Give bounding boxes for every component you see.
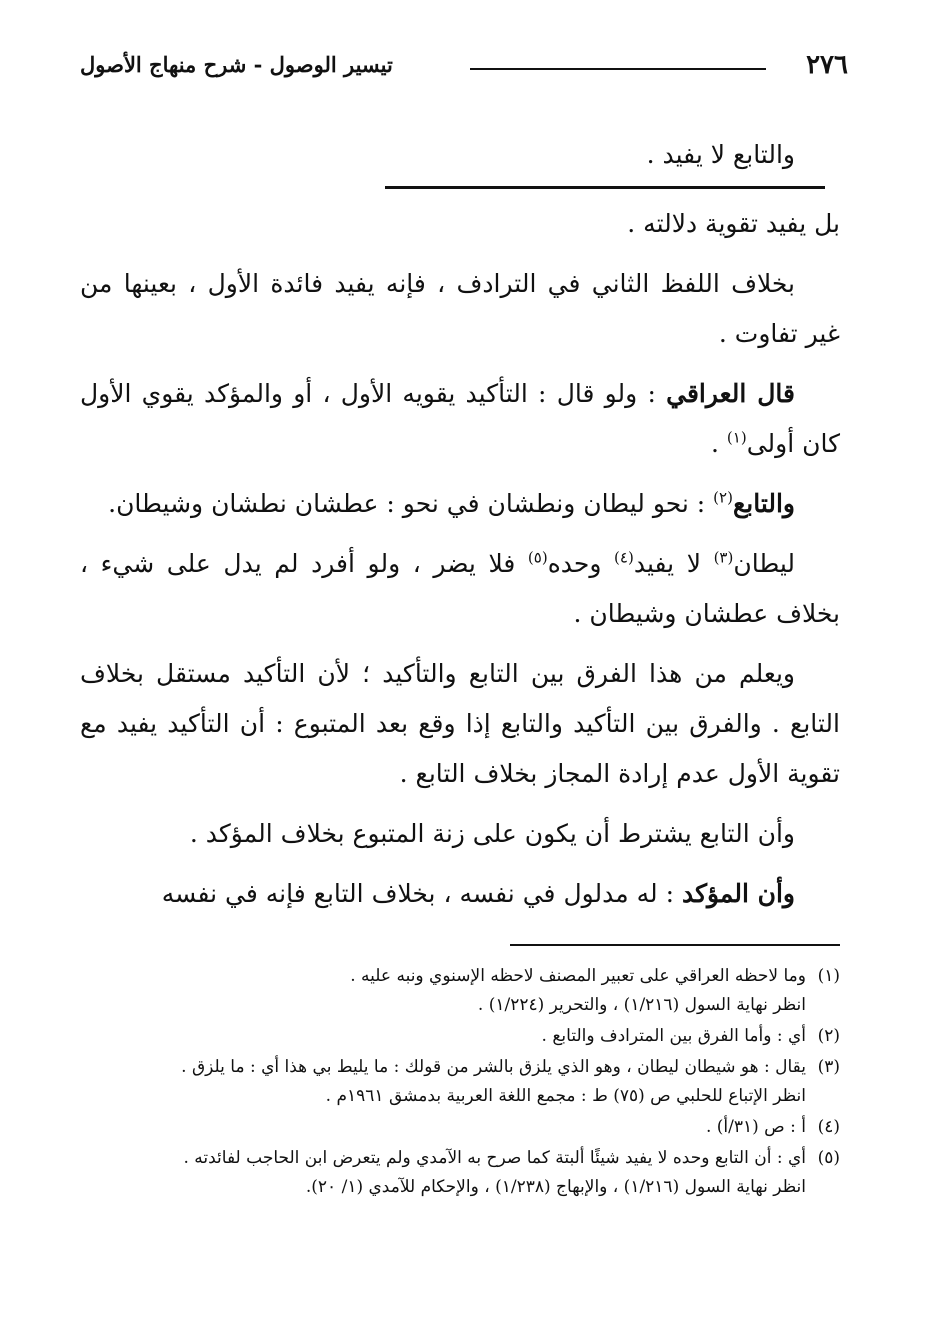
- paragraph-8-text: : له مدلول في نفسه ، بخلاف التابع فإنه في نفسه: [161, 879, 682, 908]
- paragraph-4-text: : نحو ليطان ونطشان في نحو : عطشان نطشان وشيطان.: [108, 489, 714, 518]
- footnote-ref-2[interactable]: (٢): [713, 488, 733, 507]
- paragraph-4: [80, 479, 840, 529]
- quoted-matn-line: والتابع لا يفيد .: [646, 140, 795, 169]
- paragraph-5-a: ليطان: [733, 549, 795, 578]
- footnote-number: (٥): [817, 1148, 840, 1168]
- footnote-number: (١): [817, 966, 840, 986]
- footnote-4: [80, 1113, 840, 1142]
- main-text: [80, 130, 840, 919]
- footnote-number: (٤): [817, 1117, 840, 1137]
- footnote-text: أ : ص (٣١/أ) .: [705, 1117, 806, 1137]
- running-title: تيسير الوصول - شرح منهاج الأصول: [80, 52, 393, 77]
- footnote-1: [80, 962, 840, 1020]
- footnote-number: (٢): [817, 1026, 840, 1046]
- page-number: ٢٧٦: [806, 50, 848, 80]
- paragraph-5: [80, 539, 840, 639]
- footnote-ref-3[interactable]: (٣): [713, 548, 734, 567]
- paragraph-8: [80, 869, 840, 919]
- footnote-ref-1[interactable]: (١): [726, 428, 747, 447]
- matn-divider: [385, 186, 825, 189]
- footnotes: [80, 962, 840, 1204]
- paragraph-8-lead: وأن المؤكد: [681, 879, 795, 908]
- footnote-text: يقال : هو شيطان ليطان ، وهو الذي يلزق بالشر من قولك : ما يليط بي هذا أي : ما يلزق .: [181, 1057, 806, 1077]
- page-header: [80, 50, 848, 90]
- paragraph-4-lead: والتابع: [732, 489, 795, 518]
- paragraph-2: بخلاف اللفظ الثاني في الترادف ، فإنه يفيد فائدة الأول ، بعينها من غير تفاوت .: [80, 269, 840, 348]
- footnote-3: [80, 1053, 840, 1111]
- paragraph-5-d: فلا يضر ، ولو أفرد لم يدل على شيء ، بخلاف عطشان وشيطان .: [80, 549, 840, 628]
- footnote-2: [80, 1022, 840, 1051]
- paragraph-6: ويعلم من هذا الفرق بين التابع والتأكيد ؛ لأن التأكيد مستقل بخلاف التابع . والفرق بين التأكيد والتابع إذا وقع بعد المتبوع : أن التأكيد يفيد مع تقوية الأول عدم إرادة المجاز بخلاف التابع .: [80, 659, 840, 788]
- paragraph-7: وأن التابع يشترط أن يكون على زنة المتبوع بخلاف المؤكد .: [189, 819, 795, 848]
- footnote-number: (٣): [817, 1057, 840, 1077]
- paragraph-3-end: .: [711, 429, 727, 458]
- paragraph-1: بل يفيد تقوية دلالته .: [627, 209, 840, 238]
- footnote-text: أي : وأما الفرق بين المترادف والتابع .: [541, 1026, 806, 1046]
- footnote-ref-5[interactable]: (٥): [527, 548, 548, 567]
- footnote-5: [80, 1144, 840, 1202]
- footnote-reference: انظر نهاية السول (١/٢١٦) ، والإبهاج (١/٢٣٨) ، والإحكام للآمدي (١/ ٢٠).: [305, 1177, 806, 1197]
- footnotes-divider: [510, 944, 840, 946]
- paragraph-3-text: : ولو قال : التأكيد يقويه الأول ، أو والمؤكد يقوي الأول كان أولى: [80, 379, 840, 458]
- footnote-reference: انظر الإتباع للحلبي ص (٧٥) ط : مجمع اللغة العربية بدمشق ١٩٦١م .: [325, 1086, 806, 1106]
- paragraph-3: [80, 369, 840, 469]
- header-divider: [470, 68, 766, 70]
- paragraph-5-c: وحده: [547, 549, 615, 578]
- paragraph-3-lead: قال العراقي: [666, 379, 795, 408]
- footnote-reference: انظر نهاية السول (١/٢١٦) ، والتحرير (١/٢٢٤) .: [477, 995, 806, 1015]
- paragraph-5-b: لا يفيد: [633, 549, 714, 578]
- footnote-text: أي : أن التابع وحده لا يفيد شيئًا ألبتة كما صرح به الآمدي ولم يتعرض ابن الحاجب لفائدته .: [183, 1148, 806, 1168]
- footnote-text: وما لاحظه العراقي على تعبير المصنف لاحظه الإسنوي ونبه عليه .: [350, 966, 806, 986]
- footnote-ref-4[interactable]: (٤): [614, 548, 634, 567]
